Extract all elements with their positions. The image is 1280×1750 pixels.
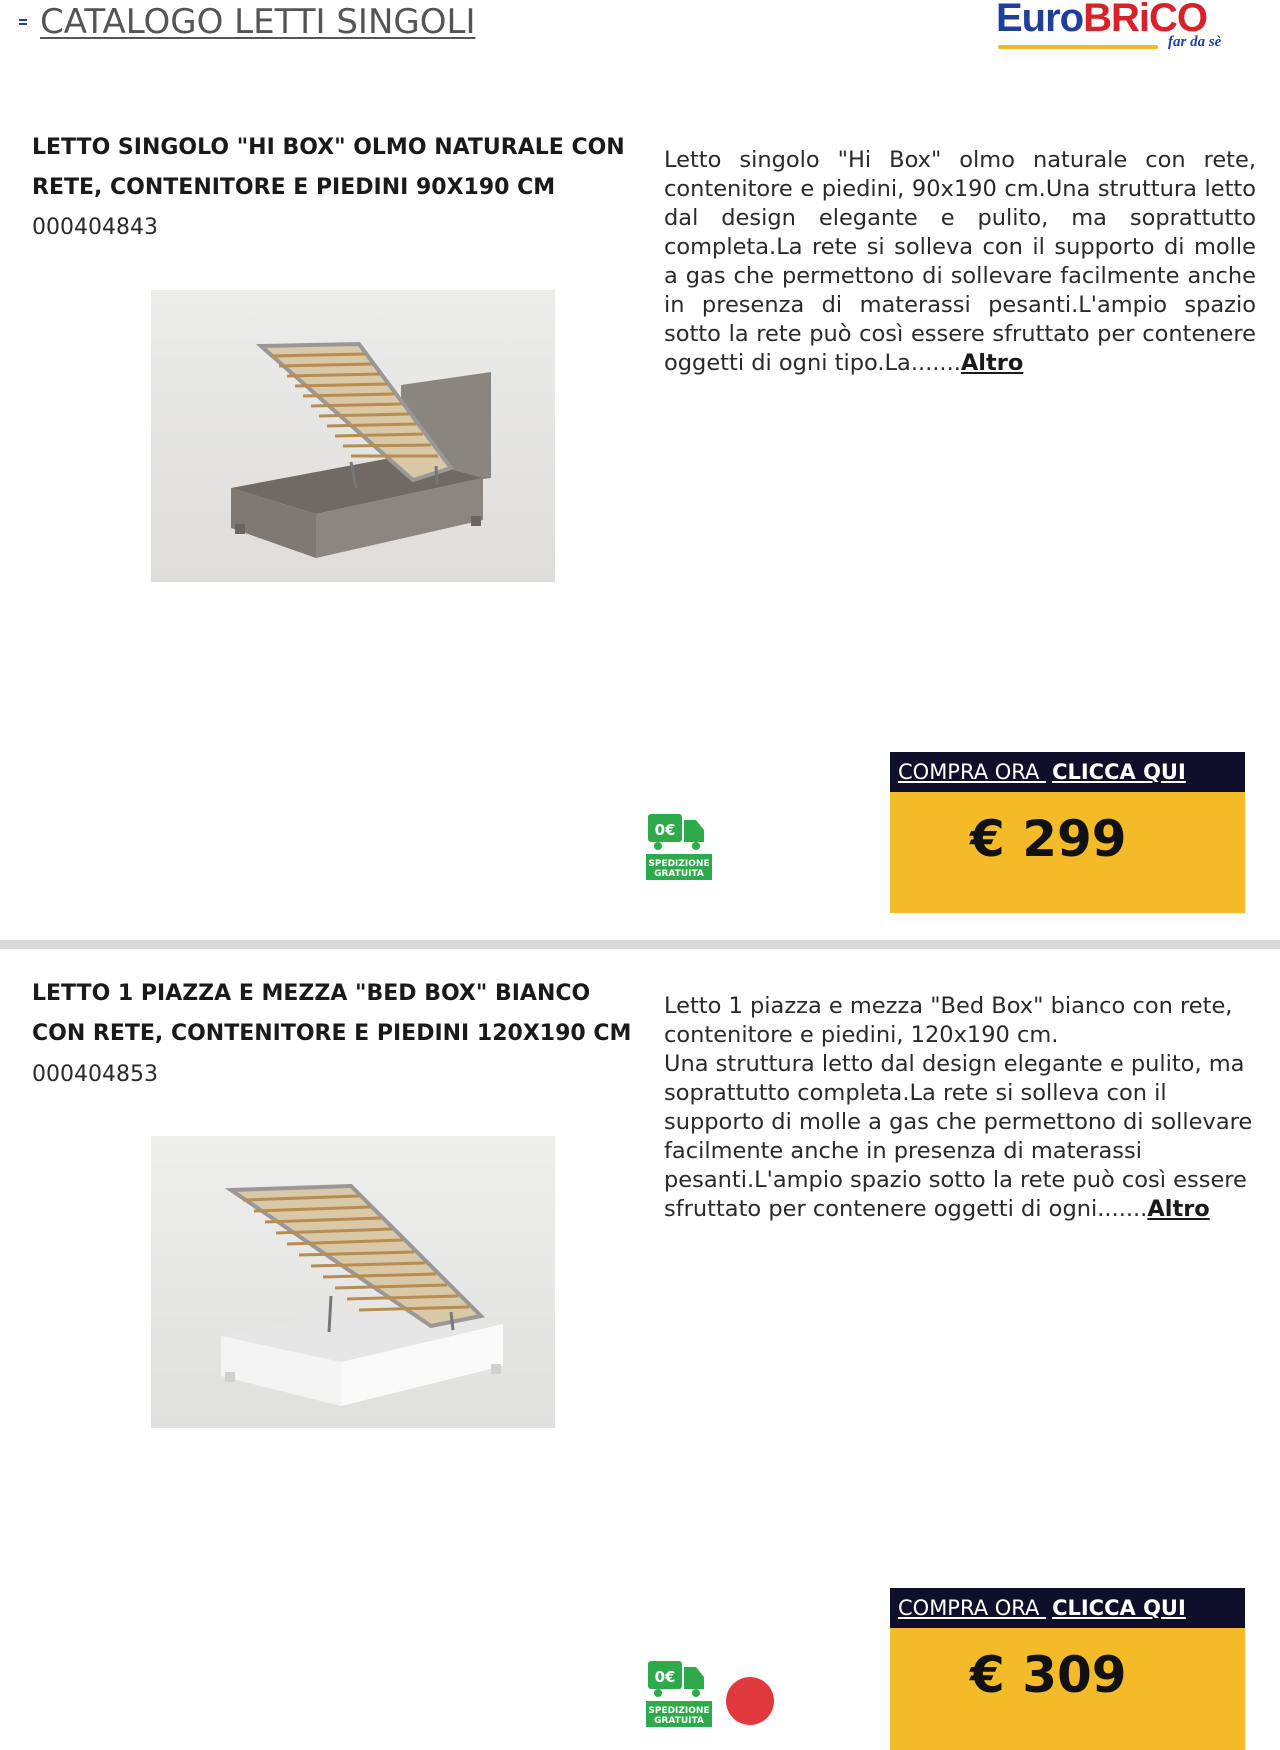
product-code: 000404843 (32, 215, 158, 240)
price-tag[interactable]: € 299 (890, 792, 1245, 913)
product-description: Letto singolo "Hi Box" olmo naturale con rete, contenitore e piedini, 90x190 cm.Una struttura letto dal design elegante e pulito, ma soprattutto completa.La rete si solleva con il supporto di molle a gas che permettono di sollevare facilmente anche in presenza di materassi pesanti.L'ampio spazio sotto la rete può così essere sfruttato per contenere oggetti di ogni tipo.La.......Altro (664, 147, 1256, 376)
more-link[interactable]: Altro (1147, 1196, 1210, 1222)
product-code: 000404853 (32, 1062, 158, 1087)
product-title[interactable]: LETTO 1 PIAZZA E MEZZA "BED BOX" BIANCO CON RETE, CONTENITORE E PIEDINI 120X190 CM (32, 981, 632, 1046)
price-tag[interactable]: € 309 (890, 1628, 1245, 1750)
free-shipping-icon (646, 1659, 714, 1727)
svg-text:GRATUITA: GRATUITA (654, 1716, 704, 1726)
buy-now-bar[interactable]: COMPRA ORA CLICCA QUI (890, 1588, 1245, 1628)
svg-text:SPEDIZIONE: SPEDIZIONE (648, 1706, 710, 1716)
click-here-link[interactable]: CLICCA QUI (1052, 1596, 1186, 1620)
svg-text:0€: 0€ (654, 1668, 676, 1686)
product-description: Letto 1 piazza e mezza "Bed Box" bianco con rete, contenitore e piedini, 120x190 cm. Una struttura letto dal design elegante e pulito, ma soprattutto completa.La rete si solleva con il supporto di molle a gas che permettono di sollevare facilmente anche in presenza di materassi pesanti.L'ampio spazio sotto la rete può così essere sfruttato per contenere oggetti di ogni.......Altro (664, 993, 1253, 1222)
buy-now-bar[interactable]: COMPRA ORA CLICCA QUI (890, 752, 1245, 792)
click-here-link[interactable]: CLICCA QUI (1052, 760, 1186, 784)
buy-box[interactable] (890, 1588, 1245, 1750)
svg-text:SPEDIZIONE: SPEDIZIONE (648, 859, 710, 869)
svg-text:0€: 0€ (654, 821, 676, 839)
svg-text:GRATUITA: GRATUITA (654, 869, 704, 879)
red-dot-marker (726, 1677, 774, 1725)
page-title: CATALOGO LETTI SINGOLI (40, 2, 476, 42)
eurobrico-logo[interactable]: EuroBRiCO far da sè (996, 0, 1222, 50)
more-link[interactable]: Altro (960, 350, 1024, 376)
product-title[interactable]: LETTO SINGOLO "HI BOX" OLMO NATURALE CON RETE, CONTENITORE E PIEDINI 90X190 CM (32, 135, 625, 200)
product-image[interactable] (151, 1136, 555, 1428)
